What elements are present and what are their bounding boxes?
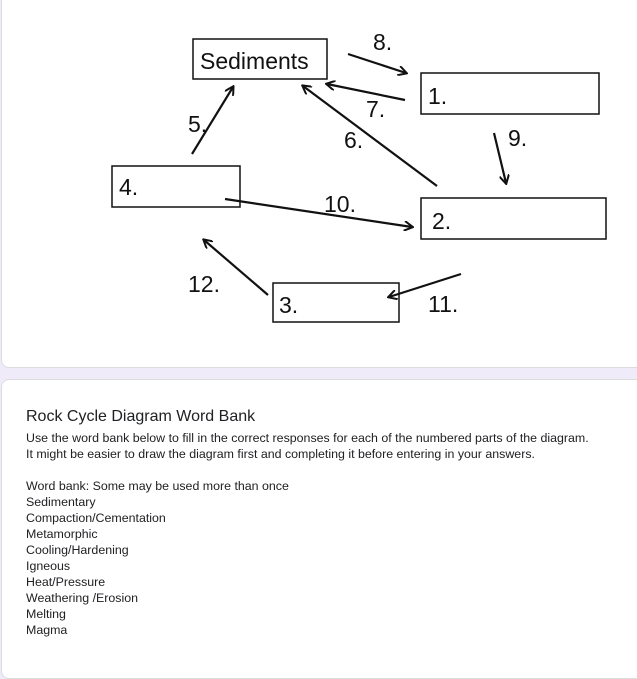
- word-bank-item: Compaction/Cementation: [26, 511, 166, 525]
- word-bank-item: Sedimentary: [26, 495, 96, 509]
- word-bank-intro: Word bank: Some may be used more than once: [26, 479, 289, 493]
- box-4-label: 4.: [119, 174, 139, 200]
- box-1[interactable]: [421, 73, 599, 114]
- word-bank-item: Cooling/Hardening: [26, 543, 129, 557]
- arrow-label-12: 12.: [188, 271, 220, 297]
- word-bank-item: Metamorphic: [26, 527, 98, 541]
- description-line-1: Use the word bank below to fill in the correct responses for each of the numbered parts of the diagram.: [26, 431, 589, 445]
- arrow-10: [225, 199, 412, 227]
- arrow-8: [348, 54, 406, 73]
- box-3-label: 3.: [279, 292, 299, 318]
- word-bank-item: Heat/Pressure: [26, 575, 106, 589]
- sediments-label: Sediments: [200, 48, 309, 74]
- word-bank-title: Rock Cycle Diagram Word Bank: [26, 408, 256, 425]
- word-bank-item: Igneous: [26, 559, 71, 573]
- arrow-label-7: 7.: [366, 96, 386, 122]
- arrow-9: [494, 133, 506, 183]
- box-2-label: 2.: [432, 208, 452, 234]
- word-bank-item: Weathering /Erosion: [26, 591, 139, 605]
- word-bank-item: Melting: [26, 607, 66, 621]
- arrow-label-9: 9.: [508, 125, 528, 151]
- arrow-label-10: 10.: [324, 191, 356, 217]
- box-1-label: 1.: [428, 83, 448, 109]
- description-line-2: It might be easier to draw the diagram first and completing it before entering in your answers.: [26, 447, 535, 461]
- word-bank-item: Magma: [26, 623, 68, 637]
- word-bank-list: [26, 478, 289, 638]
- arrow-label-11: 11.: [428, 291, 459, 317]
- arrow-label-5: 5.: [188, 111, 208, 137]
- arrow-label-6: 6.: [344, 127, 364, 153]
- arrow-label-8: 8.: [373, 29, 393, 55]
- word-bank-description: [26, 430, 626, 462]
